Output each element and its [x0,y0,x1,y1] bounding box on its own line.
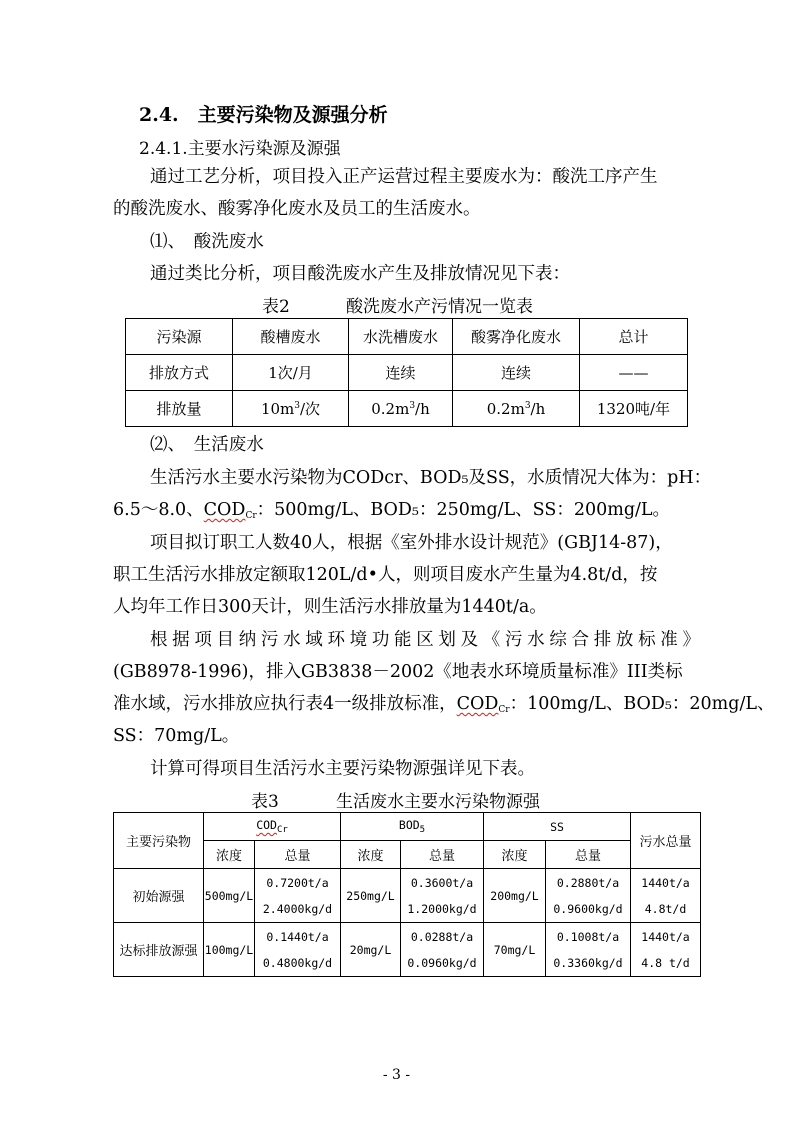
subsection-heading: 2.4.1.主要水污染源及源强 [139,139,341,159]
table-cell: 排放量 [126,391,233,427]
paragraph-line: 计算可得项目生活污水主要污染物源强详见下表。 [150,759,535,779]
table-cell: 连续 [453,355,580,391]
table-cell: 达标排放源强 [114,923,204,977]
table-acid-wastewater [125,318,688,427]
table-header: 浓度 [204,841,255,869]
table2-caption-title: 酸洗废水产污情况一览表 [346,297,533,317]
table-cell: 1320吨/年 [580,391,688,427]
table-cell: $0.2m^3/h$ [453,391,580,427]
paragraph-line: 准水域，污水排放应执行表4一级排放标准，$COD_{Cr}$：100mg/L、BOD₅：20mg/L、 [113,694,775,715]
table-header: 污染源 [126,319,233,355]
table-header: $COD_{Cr}$ [204,813,341,841]
table-cell: 0.7200t/a 2.4000kg/d [255,869,341,923]
table-header: $BOD_5$ [341,813,484,841]
table-cell: 1440t/a 4.8t/d [631,869,701,923]
table-cell: 0.2880t/a 0.9600kg/d [546,869,631,923]
table-header: 水洗槽废水 [349,319,453,355]
table-row [114,869,701,923]
table-header: 酸槽废水 [233,319,349,355]
table-header: 主要污染物 [114,813,204,869]
table-row [126,319,688,355]
table-header: 总量 [401,841,484,869]
table-cell: 连续 [349,355,453,391]
table-cell: 100mg/L [204,923,255,977]
table-cell: 0.1008t/a 0.3360kg/d [546,923,631,977]
table-cell: 排放方式 [126,355,233,391]
table-cell: 20mg/L [341,923,401,977]
table-cell: 70mg/L [484,923,546,977]
table3-caption-title: 生活废水主要水污染物源强 [336,792,540,812]
table-cell: 1440t/a 4.8 t/d [631,923,701,977]
table3-caption-number: 表3 [251,792,279,812]
table-cell: $10m^3/$次 [233,391,349,427]
paragraph-line: 项目拟订职工人数40人，根据《室外排水设计规范》(GBJ14-87)， [150,533,673,553]
paragraph-line: 生活污水主要水污染物为CODcr、BOD₅及SS，水质情况大体为：pH： [150,468,712,488]
table-domestic-wastewater [113,812,701,977]
table-cell: 500mg/L [204,869,255,923]
paragraph-line: 根据项目纳污水域环境功能区划及《污水综合排放标准》 [150,630,700,650]
paragraph-line: (GB8978-1996)，排入GB3838－2002《地表水环境质量标准》III类标 [113,662,683,682]
table-cell: 1次/月 [233,355,349,391]
paragraph-line: 通过工艺分析，项目投入正产运营过程主要废水为：酸洗工序产生 [150,167,658,187]
table-header: 浓度 [484,841,546,869]
table-cell: 250mg/L [341,869,401,923]
paragraph-line: 通过类比分析，项目酸洗废水产生及排放情况见下表： [150,264,570,284]
table-header: 总量 [255,841,341,869]
table-cell: $0.2m^3/h$ [349,391,453,427]
table-cell: 0.1440t/a 0.4800kg/d [255,923,341,977]
table-cell: 0.3600t/a 1.2000kg/d [401,869,484,923]
paragraph-line: 的酸洗废水、酸雾净化废水及员工的生活废水。 [113,199,481,219]
table-header: SS [484,813,631,841]
table-header: 浓度 [341,841,401,869]
table-header: 污水总量 [631,813,701,869]
table2-caption-number: 表2 [262,297,290,317]
paragraph-line: 6.5～8.0、$COD_{Cr}$：500mg/L、BOD₅：250mg/L、SS：200mg/L。 [113,500,671,521]
section-heading: 2.4. 主要污染物及源强分析 [139,104,388,126]
table-cell: 0.0288t/a 0.0960kg/d [401,923,484,977]
page-number: - 3 - [382,1067,411,1083]
list-item-heading: ⑴、 酸洗废水 [150,232,264,252]
table-header: 总量 [546,841,631,869]
paragraph-line: 人均年工作日300天计，则生活污水排放量为1440t/a。 [113,597,547,617]
table-row [114,923,701,977]
paragraph-line: SS：70mg/L。 [113,726,240,746]
table-row [114,813,701,841]
list-item-heading: ⑵、 生活废水 [150,435,264,455]
paragraph-line: 职工生活污水排放定额取120L/d•人，则项目废水产生量为4.8t/d，按 [113,565,658,585]
table-header: 酸雾净化废水 [453,319,580,355]
table-cell: 初始源强 [114,869,204,923]
table-cell: —— [580,355,688,391]
table-row [126,391,688,427]
table-cell: 200mg/L [484,869,546,923]
table-header: 总计 [580,319,688,355]
table-row [126,355,688,391]
